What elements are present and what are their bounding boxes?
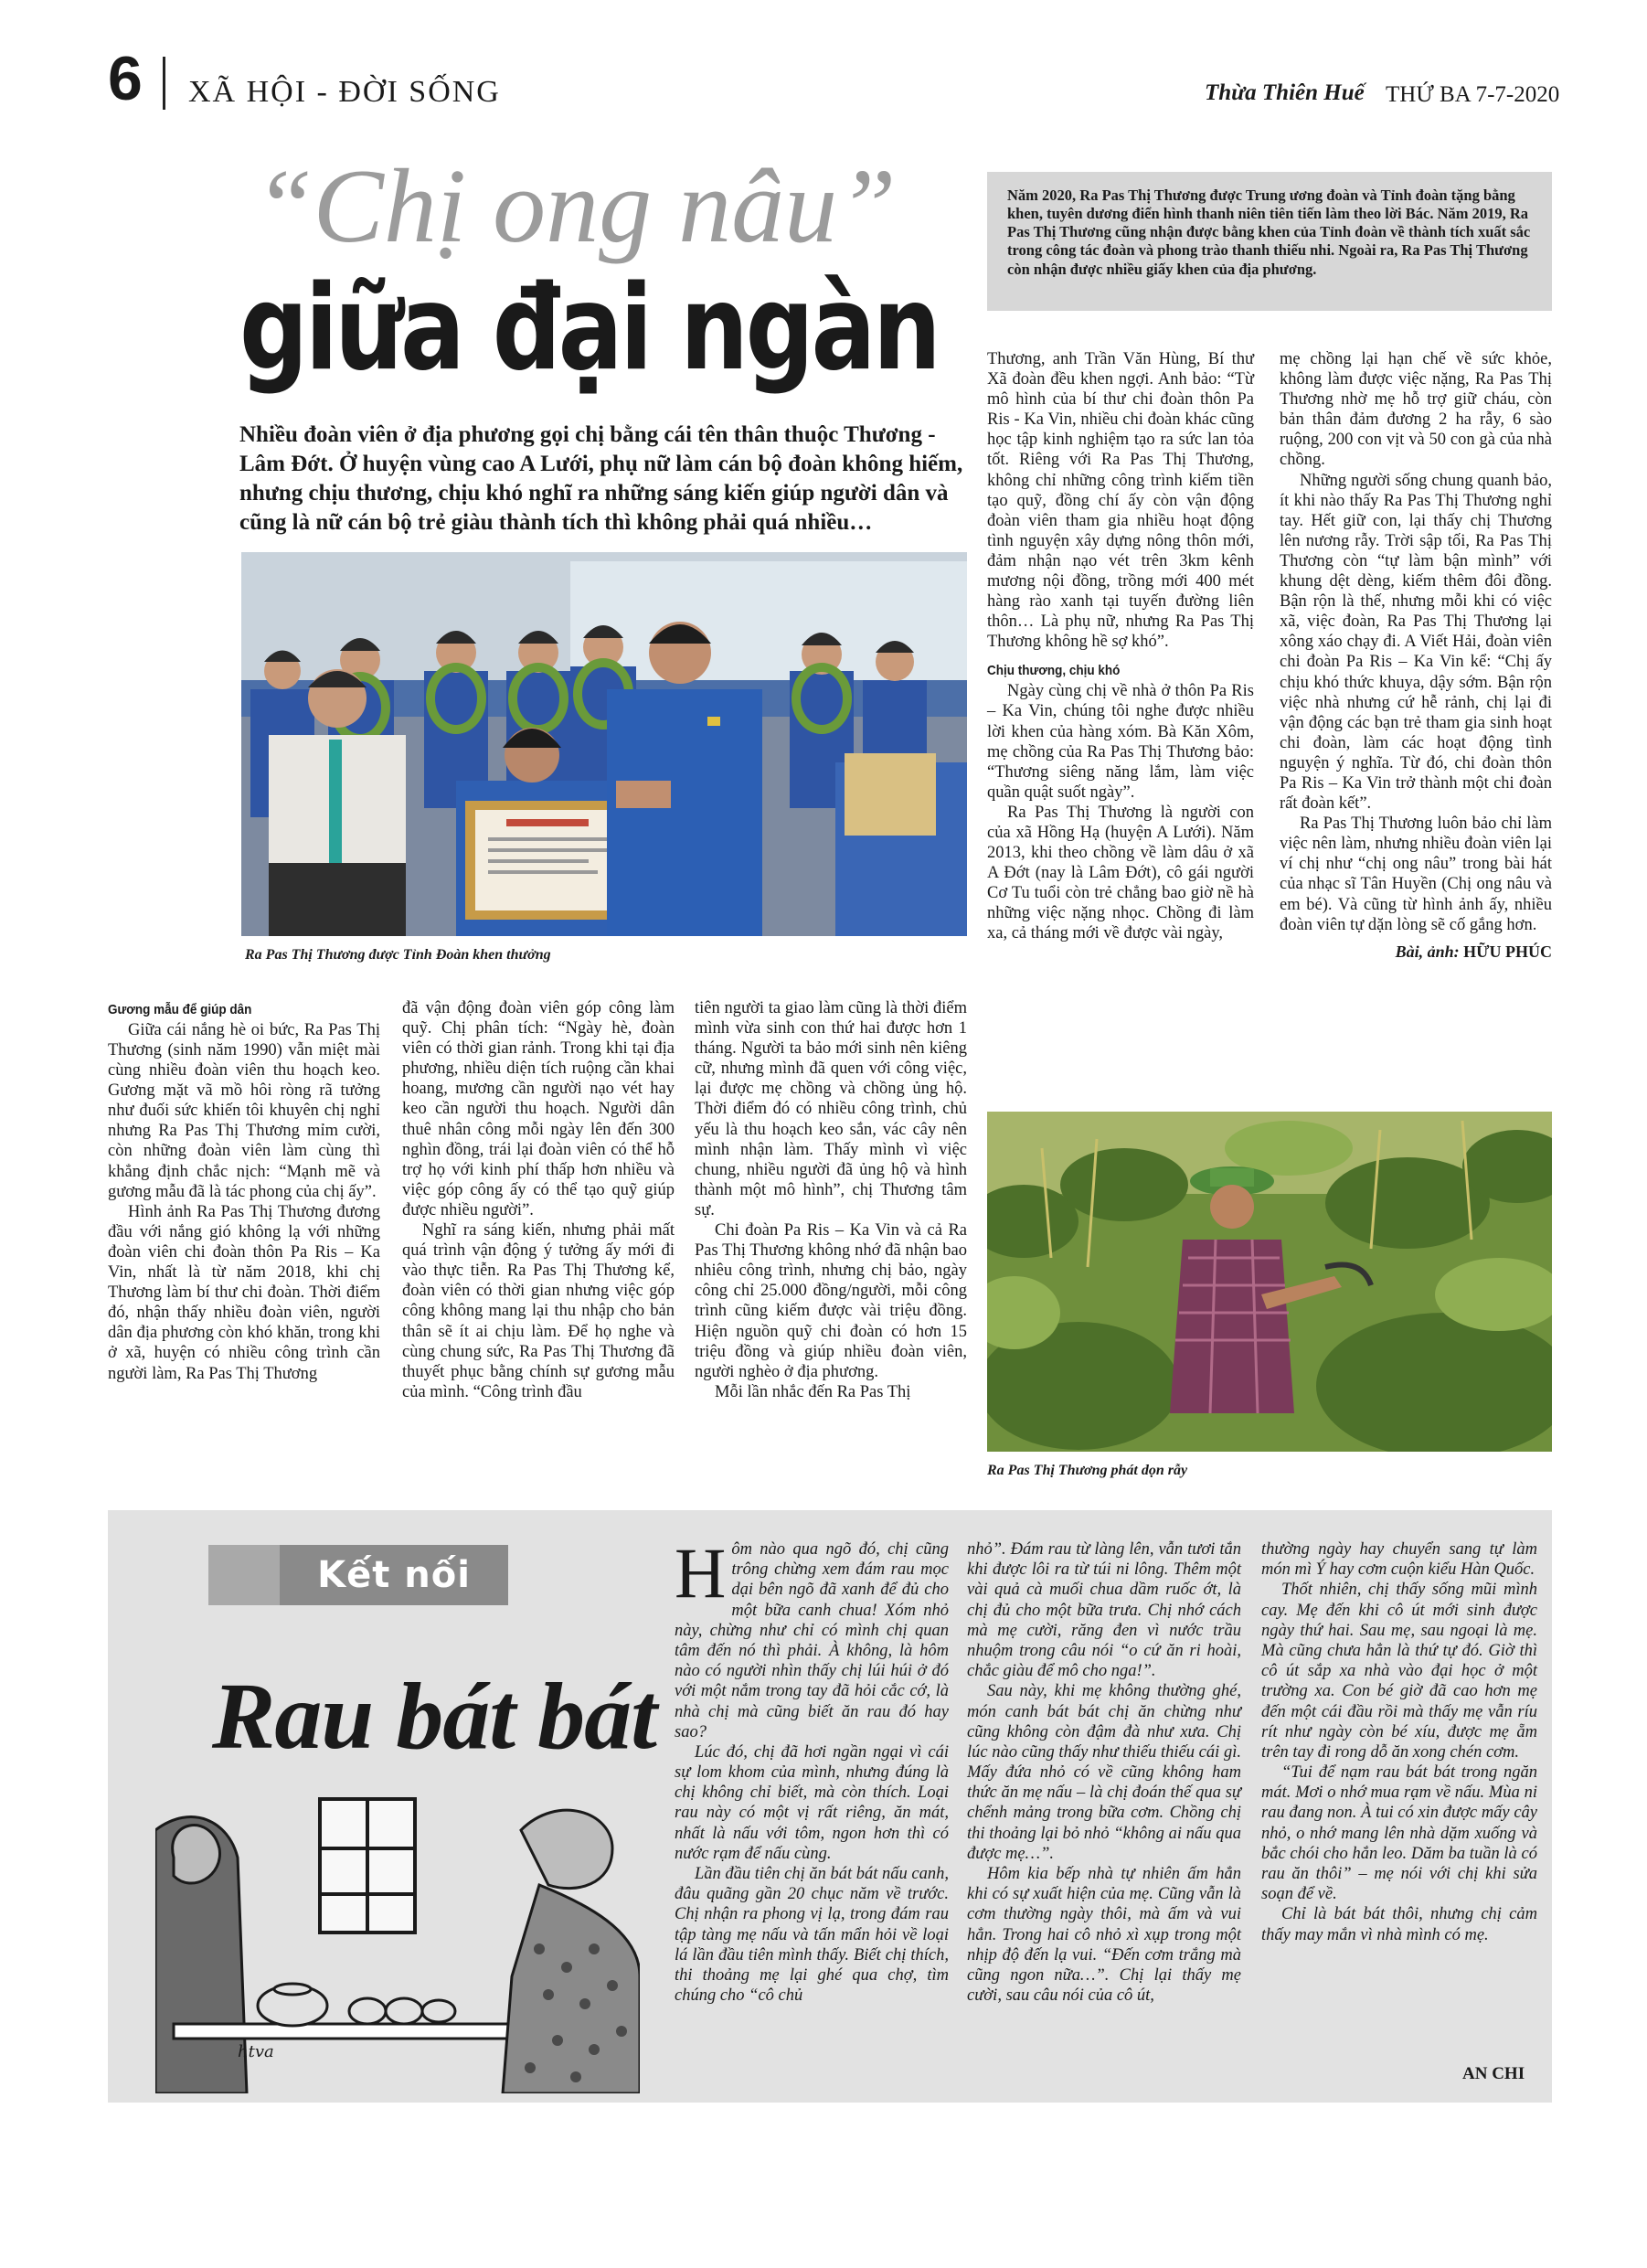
field-photo bbox=[987, 1112, 1552, 1452]
paragraph: Những người sống chung quanh bảo, ít khi nào thấy Ra Pas Thị Thương nghỉ tay. Hết giữ con, lại thấy chị Thương lên nương rẫy. Trời sập tối, Ra Pas Thị Thương còn “tự làm bận mình” với khung dệt dèng, kiếm thêm đôi đồng. Bận rộn là thế, nhưng mỗi khi có việc xã, việc đoàn, Ra Pas Thị Thương lại xông xáo chạy đi. A Viết Hải, đoàn viên chi đoàn Pa Ris – Ka Vin kể: “Chị ấy chịu khó thức khuya, dậy sớm. Bận rộn việc nhà nhưng cứ hễ rảnh, chị lại đi vận động các bạn trẻ tham gia sinh hoạt chi đoàn, làm các hoạt động tình nguyện ý nghĩa. Từ đó, chi đoàn thôn Pa Ris – Ka Vin trở thành một chi đoàn rất đoàn kết”. bbox=[1280, 471, 1552, 814]
article-column-2 bbox=[402, 998, 675, 1402]
section-tag: Kết nối bbox=[280, 1545, 508, 1605]
headline-line-2: giữa đại ngàn bbox=[239, 261, 939, 397]
photo-1-caption: Ra Pas Thị Thương được Tỉnh Đoàn khen thưởng bbox=[245, 947, 551, 963]
paragraph: Lúc đó, chị đã hơi ngần ngại vì cái sự lom khom của mình, nhưng đúng là chị không chỉ biết, mà còn thích. Loại rau này có một vị rất riêng, ăn mát, nhất là nấu với tôm, ngon hơn thì có nước rạm để nấu cùng. bbox=[675, 1742, 949, 1863]
lead-paragraph: Nhiều đoàn viên ở địa phương gọi chị bằng cái tên thân thuộc Thương - Lâm Đớt. Ở huyện vùng cao A Lưới, phụ nữ làm cán bộ đoàn không hiếm, nhưng chịu thương, chịu khó nghĩ ra những sáng kiến giúp người dân và cũng là nữ cán bộ trẻ giàu thành tích thì không phải quá nhiều… bbox=[239, 422, 963, 535]
illustration-signature: htva bbox=[238, 2042, 274, 2061]
paragraph: “Tui để nạm rau bát bát trong ngăn mát. Mơi o nhớ mua rạm về nấu. Mùa ni rau đang non. À tui có xin được mấy cây nhỏ, o nhớ mang lên nhà dặm xuống và bắc chói cho hắn leo. Dăm ba tuần là có rau ăn thôi” – mẹ nói với chị khi sửa soạn để về. bbox=[1261, 1763, 1537, 1904]
header-divider bbox=[163, 57, 165, 110]
issue-date: THỨ BA 7-7-2020 bbox=[1386, 82, 1560, 107]
info-box: Năm 2020, Ra Pas Thị Thương được Trung ương đoàn và Tỉnh đoàn tặng bằng khen, tuyên dương điển hình thanh niên tiên tiến làm theo lời Bác. Năm 2019, Ra Pas Thị Thương cũng nhận được bằng khen của Tỉnh đoàn về thành tích xuất sắc trong công tác đoàn và phong trào thanh thiếu nhi. Ngoài ra, Ra Pas Thị Thương còn nhận được nhiều giấy khen của địa phương. bbox=[987, 172, 1552, 311]
subheading-1: Gương mẫu để giúp dân bbox=[108, 1002, 252, 1017]
paragraph: Ra Pas Thị Thương luôn bảo chỉ làm việc nên làm, nhưng nhiều đoàn viên lại ví chị như “chị ong nâu” trong bài hát của nhạc sĩ Tân Huyền (Chị ong nâu và em bé). Và cũng từ hình ảnh ấy, nhiều đoàn viên tự dặn lòng sẽ cố gắng hơn. bbox=[1280, 815, 1552, 934]
award-photo bbox=[241, 552, 967, 936]
paragraph: Mỗi lần nhắc đến Ra Pas Thị bbox=[715, 1382, 911, 1401]
paragraph: Ra Pas Thị Thương là người con của xã Hồng Hạ (huyện A Lưới). Năm 2013, khi theo chồng về làm dâu ở xã A Đớt (nay là Lâm Đớt), cô gái người Cơ Tu tuổi còn trẻ chẳng bao giờ nề hà những việc nặng nhọc. Chồng đi làm xa, cả tháng mới về được vài ngày, bbox=[987, 803, 1254, 943]
paragraph: Nghĩ ra sáng kiến, nhưng phải mất quá trình vận động ý tưởng ấy mới đi vào thực tiễn. Ra Pas Thị Thương kể, đoàn viên có thời gian nhưng việc góp công không mang lại thu nhập cho bản thân sẽ ít ai chịu làm. Để họ nghe và cùng chung sức, Ra Pas Thị Thương đã thuyết phục bằng chính sự gương mẫu của mình. “Công trình đầu bbox=[402, 1221, 675, 1401]
paragraph: Hôm nào qua ngõ đó, chị cũng trông chừng xem đám rau mọc dại bên ngõ đã xanh để đủ cho một bữa canh chua! Xóm nhỏ này, chừng như chỉ có mình chị quan tâm đến nó thì phải. À không, là hôm nào có người nhìn thấy chị lúi húi ở đó với một nắm trong tay đã hỏi cắc cớ, là nhà chị mà cũng biết ăn rau đó hay sao? bbox=[675, 1533, 949, 1741]
byline-author: HỮU PHÚC bbox=[1463, 942, 1552, 961]
feature-column-1 bbox=[675, 1533, 949, 2006]
feature-title: Rau bát bát bbox=[212, 1664, 656, 1769]
feature-illustration bbox=[155, 1794, 640, 2093]
paragraph: nhỏ”. Đám rau từ làng lên, vẫn tươi tắn khi được lôi ra từ túi ni lông. Thêm một vài quả cà muối chua dầm ruốc ớt, là chị đủ cho một bữa trưa. Chị nhớ cách mà mẹ cười, răng đen vì nước trầu nhuộm trong câu nói “o cứ ăn ri hoài, chắc giàu để mô cho nga!”. bbox=[967, 1540, 1241, 1681]
paragraph: Hình ảnh Ra Pas Thị Thương đương đầu với nắng gió không lạ với những đoàn viên chi đoàn thôn Pa Ris – Ka Vin, nhất là từ năm 2018, khi chị Thương làm bí thư chi đoàn. Thời điểm đó, nhận thấy nhiều đoàn viên, người dân địa phương còn khó khăn, trong khi ở xã, huyện có nhiều công trình cần người làm, Ra Pas Thị Thương bbox=[108, 1202, 380, 1383]
paragraph: Ngày cùng chị về nhà ở thôn Pa Ris – Ka Vin, chúng tôi nghe được nhiều lời khen của hàng xóm. Bà Kăn Xôm, mẹ chồng của Ra Pas Thị Thương bảo: “Thương siêng năng lắm, làm việc quần quật suốt ngày”. bbox=[987, 682, 1254, 802]
feature-column-2 bbox=[967, 1539, 1241, 2006]
field-work-image bbox=[987, 1112, 1552, 1452]
article-column-3 bbox=[695, 998, 967, 1402]
paragraph: Thốt nhiên, chị thấy sống mũi mình cay. Mẹ đến khi cô út mới sinh được ngày thứ hai. Sau mẹ, sau ngoại là mẹ. Mà cũng chưa hẳn là thứ tự đó. Giờ thì cô út sắp xa nhà vào đại học ở một trường xa. Con bé giờ đã cao hơn mẹ đến một cái đầu rồi mà thấy mẹ vẫn ríu rít như ngày còn bé xíu, được mẹ ẵm trên tay đi rong dỗ ăn xong chén cơm. bbox=[1261, 1581, 1537, 1762]
kitchen-illustration bbox=[155, 1794, 640, 2093]
byline-label: Bài, ảnh: bbox=[1395, 942, 1460, 961]
paragraph: Thương, anh Trần Văn Hùng, Bí thư Xã đoàn đều khen ngợi. Anh bảo: “Từ mô hình của bí thư chi đoàn thôn Pa Ris - Ka Vin, nhiều chi đoàn khác cũng học tập kinh nghiệm tạo ra sức lan tỏa tốt. Riêng với Ra Pas Thị Thương, không chỉ những công trình kiếm tiền tạo quỹ, đồng chí ấy còn vận động đoàn viên tham gia nhiều hoạt động tình nguyện xây dựng nông thôn mới, đảm nhận nạo vét trên 3km kênh mương nội đồng, trồng mới 400 mét hàng rào xanh tại tuyến đường liên thôn… Là phụ nữ, nhưng Ra Pas Thị Thương không hề sợ khó”. bbox=[987, 350, 1254, 652]
page-number: 6 bbox=[108, 44, 143, 113]
photo-2-caption: Ra Pas Thị Thương phát dọn rẫy bbox=[987, 1463, 1188, 1478]
article-column-5 bbox=[1280, 349, 1552, 962]
section-title: XÃ HỘI - ĐỜI SỐNG bbox=[188, 75, 501, 109]
paragraph: Chỉ là bát bát thôi, nhưng chị cảm thấy may mắn vì nhà mình có mẹ. bbox=[1261, 1905, 1537, 1944]
drop-cap: H bbox=[675, 1533, 727, 1613]
article-column-4 bbox=[987, 349, 1254, 944]
headline-line-1: “Chị ong nâu” bbox=[254, 148, 897, 265]
subheading-2: Chịu thương, chịu khó bbox=[987, 663, 1121, 679]
paragraph: mẹ chồng lại hạn chế về sức khỏe, không làm được việc nặng, Ra Pas Thị Thương nhờ mẹ hỗ trợ giữ cháu, còn bản thân đảm đương 2 ha rẫy, 6 sào ruộng, 200 con vịt và 50 con gà của nhà chồng. bbox=[1280, 350, 1552, 470]
paragraph: Chi đoàn Pa Ris – Ka Vin và cả Ra Pas Thị Thương không nhớ đã nhận bao nhiêu công trình, nhưng chị bảo, ngày công chỉ 25.000 đồng/người, mỗi công trình cũng kiếm được vài triệu đồng. Hiện nguồn quỹ chi đoàn có hơn 15 triệu đồng và giúp nhiều đoàn viên, người nghèo ở địa phương. bbox=[695, 1221, 967, 1381]
paragraph: Giữa cái nắng hè oi bức, Ra Pas Thị Thương (sinh năm 1990) vẫn miệt mài cùng nhiều đoàn viên thu hoạch keo. Gương mặt vã mồ hôi ròng rã tưởng như đuối sức khiến tôi khuyên chị nghỉ nhưng Ra Pas Thị Thương mỉm cười, còn những đoàn viên làm cùng thì khẳng định chắc nịch: “Mạnh mẽ và gương mẫu đã là tác phong của chị ấy”. bbox=[108, 1020, 380, 1201]
paragraph: Sau này, khi mẹ không thường ghé, món canh bát bát chị ăn chừng như cũng không còn đậm đà như xưa. Chị lúc nào cũng thấy như thiếu thiếu cái gì. Mấy đứa nhỏ có về cũng không ham thức ăn mẹ nấu – là chị đoán thế qua sự chểnh mảng trong bữa cơm. Chồng chị thi thoảng lại bỏ nhỏ “không ai nấu qua được mẹ…”. bbox=[967, 1682, 1241, 1863]
award-ceremony-image bbox=[241, 552, 967, 936]
feature-column-3 bbox=[1261, 1539, 1537, 1945]
paragraph: Hôm kia bếp nhà tự nhiên ấm hẳn khi có sự xuất hiện của mẹ. Cũng vẫn là cơm thường ngày thôi, mà ấm và vui hẳn. Trong hai cô nhỏ xì xụp trong một nhịp độ đến lạ vui. “Đến cơm trắng mà cũng ngon nữa…”. Chị lại thấy mẹ cười, sau câu nói của cô út, bbox=[967, 1865, 1241, 2006]
paragraph: Lần đầu tiên chị ăn bát bát nấu canh, đâu quãng gần 20 chục năm về trước. Chị nhận ra phong vị lạ, trong đám rau tập tàng mẹ nấu và tấn mẩn hỏi về loại lá lần đầu tiên mình thấy. Biết chị thích, thi thoảng mẹ lại ghé qua chợ, tìm chúng cho “cô chủ bbox=[675, 1865, 949, 2006]
paragraph: tiên người ta giao làm cũng là thời điểm mình vừa sinh con thứ hai được hơn 1 tháng. Người ta bảo mới sinh nên kiêng cữ, nhưng mình đã quen với công việc, lại được mẹ chồng và chồng ủng hộ. Thời điểm đó có nhiều công trình, chủ yếu là thu hoạch keo sắn, vác cây nên mình nhận làm. Thấy mình vì việc chung, nhiều người đã ủng hộ và hình thành một mô hình”, chị Thương tâm sự. bbox=[695, 999, 967, 1219]
article-column-1 bbox=[108, 1002, 380, 1384]
newspaper-name: Thừa Thiên Huế bbox=[1205, 80, 1365, 105]
paragraph: đã vận động đoàn viên góp công làm quỹ. Chị phân tích: “Ngày hè, đoàn viên có thời gian rảnh. Trong khi tại địa phương, nhiều diện tích ruộng cần khai hoang, mương cần người nạo vét hay keo cần người thu hoạch. Người dân thuê nhân công mỗi ngày lên đến 300 nghìn đồng, trái lại đoàn viên có thể hỗ trợ họ với kinh phí thấp hơn nhiều và việc góp công ấy có thể tạo quỹ giúp được nhiều người”. bbox=[402, 999, 675, 1219]
paragraph: thường ngày hay chuyển sang tự làm món mì Ý hay cơm cuộn kiểu Hàn Quốc. bbox=[1261, 1540, 1537, 1580]
byline bbox=[1280, 942, 1552, 963]
feature-author: AN CHI bbox=[1462, 2064, 1525, 2083]
